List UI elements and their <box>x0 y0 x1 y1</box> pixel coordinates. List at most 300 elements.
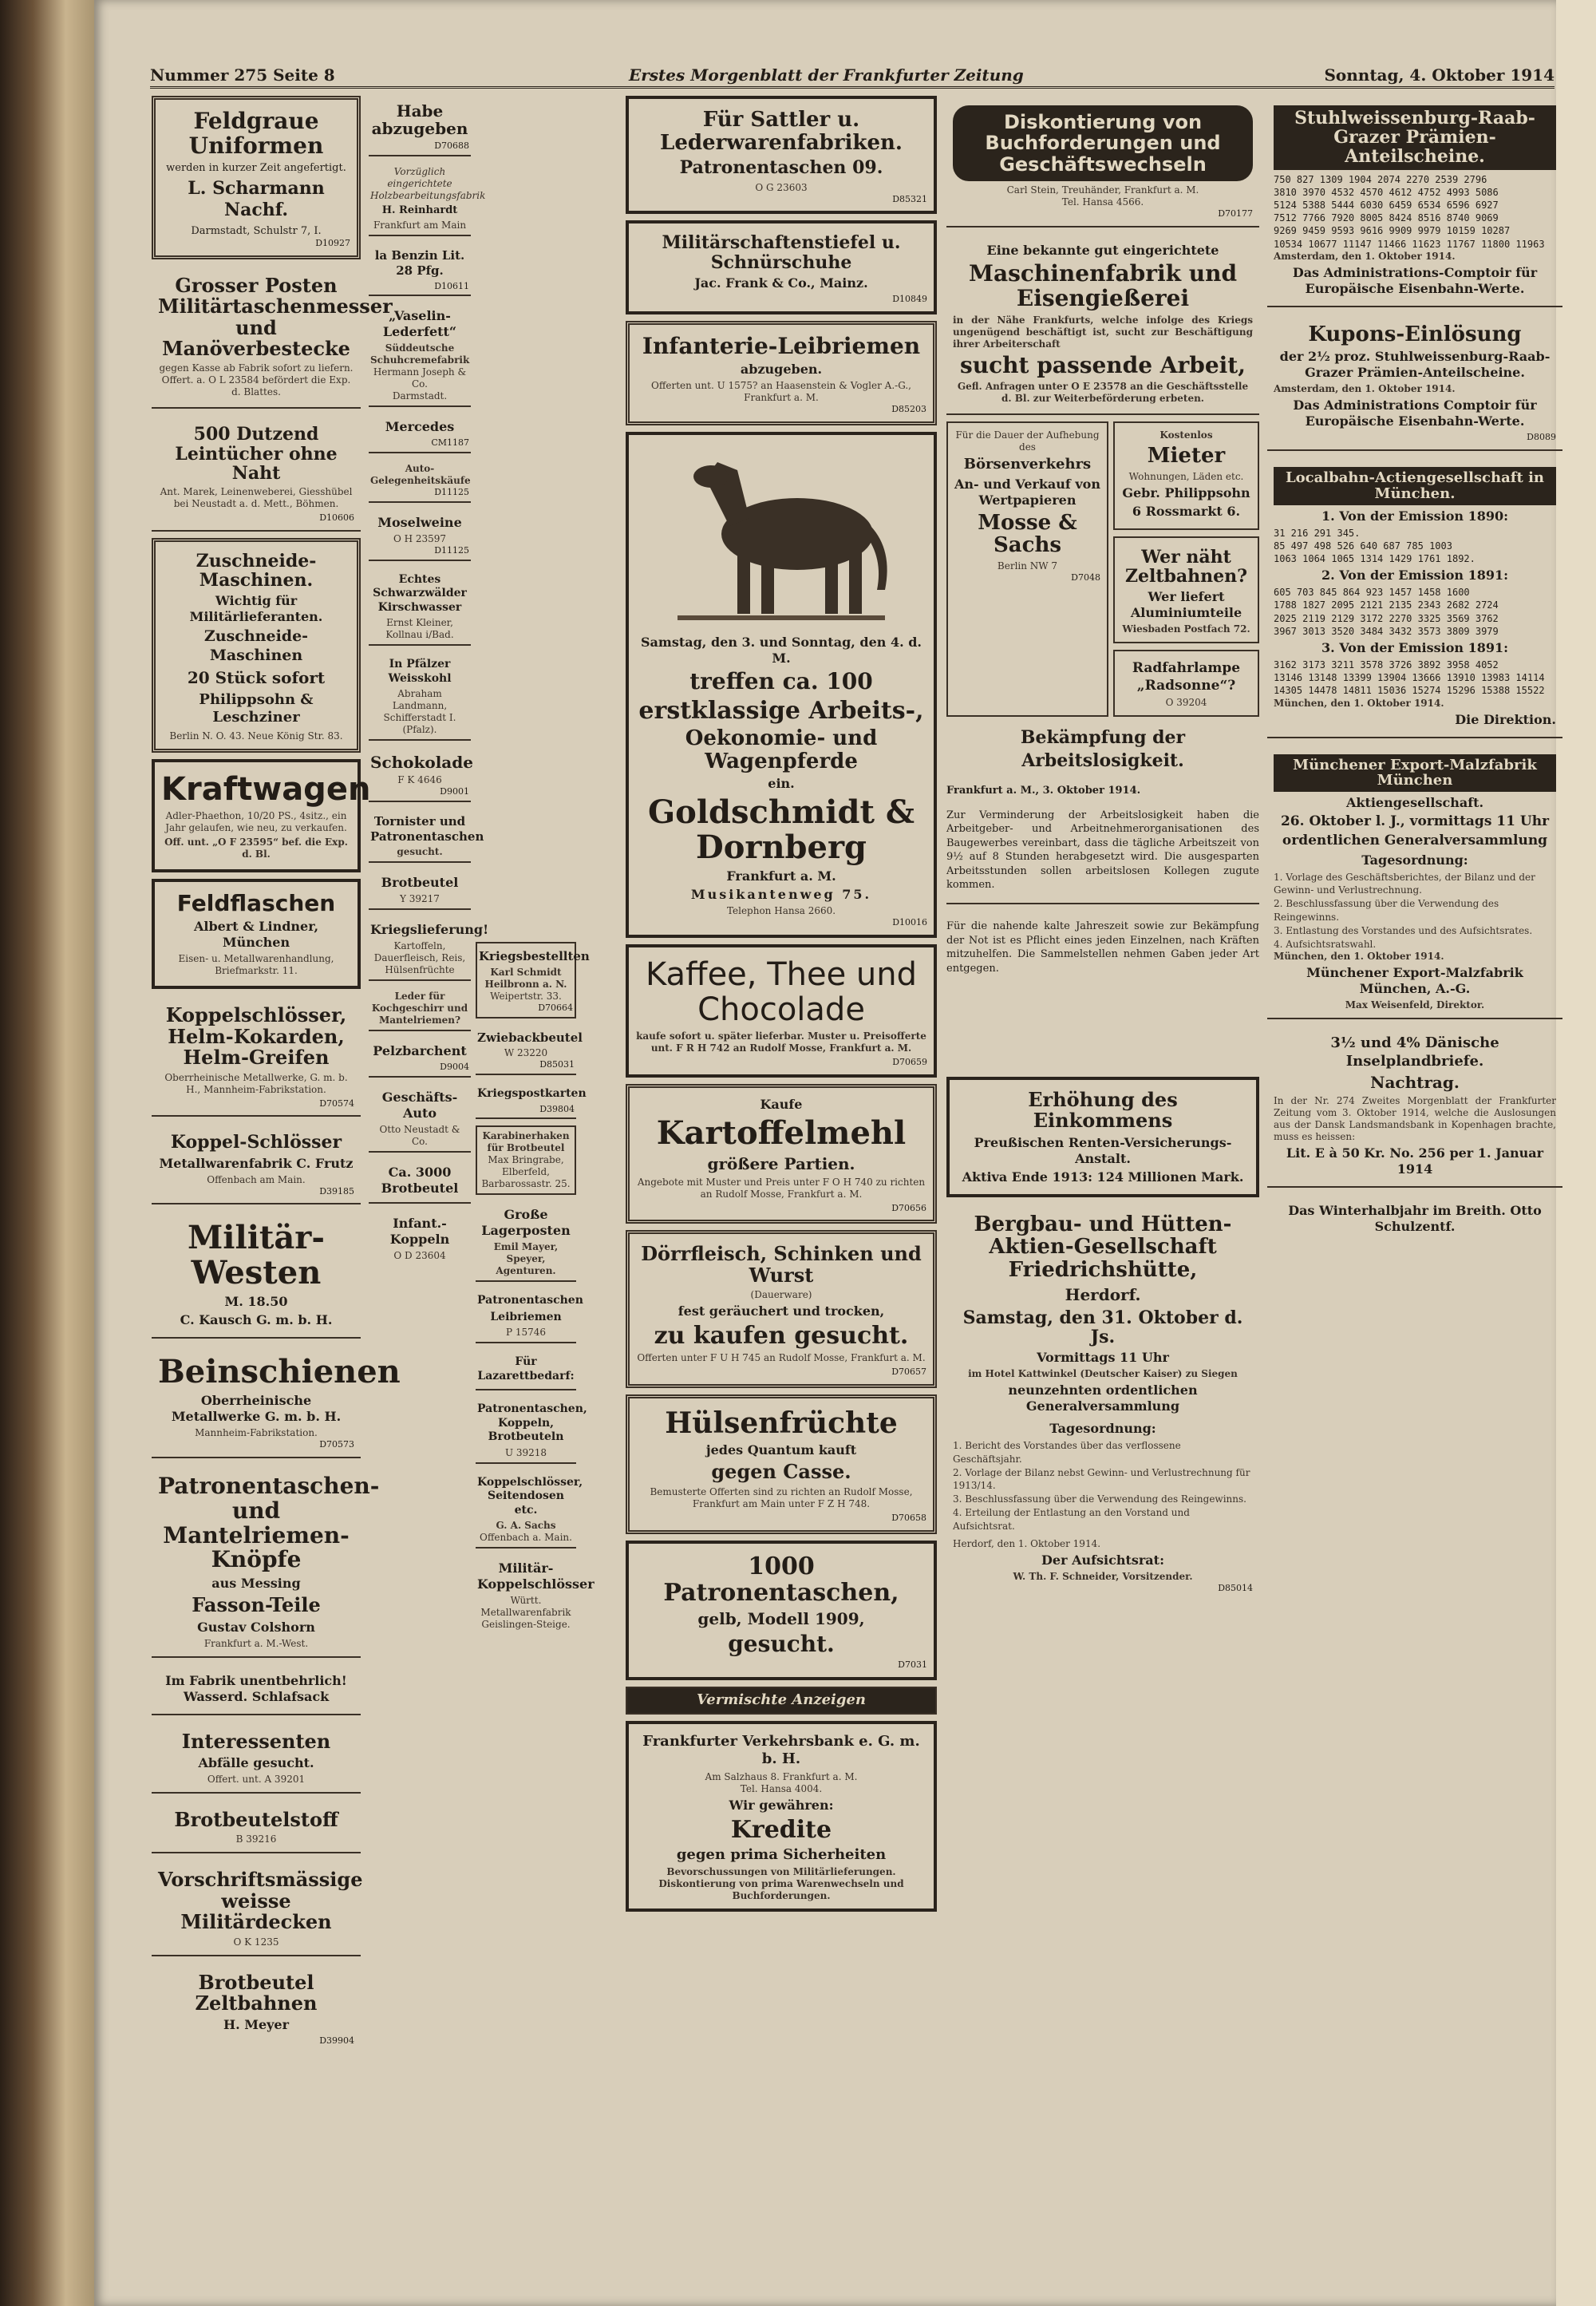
ad-title: Koppelschlösser, Helm-Kokarden, Helm-Greifen <box>165 1003 347 1070</box>
ad-infanterie-koppeln <box>369 1210 471 1265</box>
ad-title: Das Winterhalbjahr im Breith. Otto Schulzentf. <box>1288 1203 1542 1235</box>
ad-offer: F K 4646 <box>397 774 442 785</box>
ad-title: Feldflaschen <box>176 889 336 916</box>
ad-ref: D70573 <box>319 1439 354 1450</box>
column-4 <box>946 96 1259 1606</box>
article-body: Für die nahende kalte Jahreszeit sowie zur Bekämpfung der Not ist es Pflicht eines jeden Einzelnen, nach Kräften mitzuhelfen. Die Sammelstellen nehmen Gaben jeder Art entgegen. <box>946 920 1259 975</box>
ad-place: München, den 1. Oktober 1914. <box>1274 951 1444 963</box>
ad-wertpapiere <box>946 421 1108 716</box>
ad-holz <box>369 163 486 236</box>
ad-offer: O G 23603 <box>755 181 808 193</box>
ad-sub: Abfälle gesucht. <box>198 1754 314 1770</box>
ad-firm: Ernst Kleiner, Kollnau i/Bad. <box>385 617 454 640</box>
ad-firm: Max Bringrabe, Elberfeld, <box>488 1154 564 1178</box>
ad-line3: Oekonomie- und Wagenpferde <box>685 726 878 773</box>
ad-weisskohl <box>369 652 471 741</box>
ad-firm: C. Kausch G. m. b. H. <box>180 1312 333 1328</box>
ad-title: Militär-Westen <box>188 1219 325 1292</box>
ad-firm: Mosse & Sachs <box>978 510 1077 558</box>
ad-title: Bergbau- und Hütten-Aktien-Gesellschaft Friedrichshütte, <box>974 1212 1232 1282</box>
ad-brotbeutel3000 <box>369 1159 471 1204</box>
column-5 <box>1267 96 1562 1250</box>
ad-ref: D9001 <box>440 786 469 797</box>
ad-date: Samstag, den 31. Oktober d. Js. <box>962 1307 1243 1347</box>
ad-infanterie-leibriemen <box>626 321 937 426</box>
ad-ref: D39185 <box>319 1185 354 1197</box>
ad-title: Kriegspostkarten <box>477 1087 587 1100</box>
header-left: Nummer 275 Seite 8 <box>150 65 335 85</box>
ad-firm: Abraham Landmann, Schifferstadt I. (Pfalz). <box>383 688 456 735</box>
ad-koppelschloesser <box>476 1470 583 1549</box>
ad-date: Samstag, den 3. und Sonntag, den 4. d. M. <box>641 635 922 666</box>
ad-leder <box>369 987 471 1031</box>
ad-title: Schokolade <box>370 753 473 772</box>
ad-zwieback <box>476 1025 583 1076</box>
ad-kirsch <box>369 568 471 647</box>
page-header <box>150 65 1555 89</box>
ad-benzin <box>369 243 471 296</box>
ad-part: Fasson-Teile <box>192 1593 321 1617</box>
ad-firm: Emil Mayer, Speyer, Agenturen. <box>493 1241 559 1277</box>
ad-firm: H. Reinhardt <box>381 204 458 216</box>
ad-address: Mannheim-Fabrikstation. <box>195 1427 318 1439</box>
ad-zeltbahnen-wer <box>1113 536 1259 643</box>
ad-mercedes <box>369 413 471 453</box>
ad-koppel2 <box>152 1123 361 1204</box>
ad-pre: Für die Dauer der Aufhebung des <box>955 429 1100 453</box>
ad-firm: Württ. Metallwarenfabrik Geislingen-Steige. <box>480 1595 571 1631</box>
number-table: 605 703 845 864 923 1457 1458 1600 1788 1827 2095 2121 2135 2343 2682 2724 2025 2119 2129 3172 2270 3325 3569 3762 3967 3013 3520 3484 3432 3573 3809 3979 <box>1274 587 1499 637</box>
ad-offer: Gefl. Anfragen unter O E 23578 an die Geschäftsstelle d. Bl. zur Weiterbeförderung erbeten. <box>957 381 1249 405</box>
ad-title: Leder für Kochgeschirr und Mantelriemen? <box>371 991 468 1026</box>
ad-kraftwagen <box>152 759 371 872</box>
ad-militaer-koppel <box>476 1555 595 1634</box>
ad-firm: Karl Schmidt Heilbronn a. N. <box>484 966 567 990</box>
ad-address: Frankfurt a. M.-West. <box>203 1637 309 1649</box>
ad-tornister <box>369 809 484 864</box>
article-title: Bekämpfung der Arbeitslosigkeit. <box>1020 726 1186 772</box>
ad-offer: O 39204 <box>1165 696 1207 708</box>
ad-sub: Hermann Joseph & Co. <box>373 366 467 390</box>
ad-sign: Das Administrations Comptoir für Europäische Eisenbahn-Werte. <box>1293 398 1537 429</box>
ad-sub: gegen prima Sicherheiten <box>676 1845 887 1863</box>
ad-title: Frankfurter Verkehrsbank e. G. m. b. H. <box>642 1732 920 1768</box>
ad-patronentaschen-leib <box>476 1288 583 1343</box>
ad-firm: Oberrheinische Metallwerke, G. m. b. H., Mannheim-Fabrikstation. <box>164 1071 348 1095</box>
ad-date: 26. Oktober l. J., vormittags 11 Uhr <box>1280 813 1550 830</box>
ad-pre: Kaufe <box>760 1096 803 1112</box>
ad-ref: D70657 <box>891 1367 926 1378</box>
ad-offer: U 39218 <box>504 1446 547 1458</box>
ad-place: Amsterdam, den 1. Oktober 1914. <box>1274 250 1456 262</box>
ad-ref: D10016 <box>892 917 927 928</box>
book-binding <box>0 0 94 2306</box>
number-table: 31 216 291 345. 85 497 498 526 640 687 785 1003 1063 1064 1065 1314 1429 1761 1892. <box>1274 527 1476 564</box>
ad-agenda-items: 1. Vorlage des Geschäftsberichtes, der Bilanz und der Gewinn- und Verlustrechnung. 2. Beschlussfassung über die Verwendung des Reingewinns. 3. Entlastung des Vorstandes und des Aufsichtsrates. 4. Aufsichtsratswahl. <box>1274 871 1535 950</box>
ad-title: Mercedes <box>385 419 455 435</box>
ad-uniforms <box>152 96 361 259</box>
ad-sub: werden in kurzer Zeit angefertigt. <box>166 161 346 174</box>
ad-assets: Aktiva Ende 1913: 124 Millionen Mark. <box>962 1169 1244 1185</box>
ad-agenda: Tagesordnung: <box>1049 1420 1156 1436</box>
ad-karabiner <box>476 1125 576 1195</box>
ad-title: Auto-Gelegenheitskäufe <box>370 463 471 486</box>
ad-title: Diskontierung von Buchforderungen und Geschäftswechseln <box>953 105 1253 181</box>
ad-line: Lit. E à 50 Kr. No. 256 per 1. Januar 1914 <box>1286 1145 1544 1177</box>
ad-firm: Albert & Lindner, München <box>193 919 319 951</box>
ad-schokolade <box>369 747 471 802</box>
ad-title: Hülsenfrüchte <box>665 1406 898 1440</box>
ad-ref: D10849 <box>892 293 927 304</box>
ad-firm: Carl Stein, Treuhänder, Frankfurt a. M. <box>1006 184 1199 196</box>
ad-title: Mieter <box>1147 444 1226 469</box>
ad-sign: Münchener Export-Malzfabrik München, A.-G. <box>1306 965 1523 997</box>
ad-ref: D10606 <box>319 512 354 523</box>
ad-kriegslieferung <box>369 916 489 981</box>
ad-telephone: Tel. Hansa 4004. <box>740 1782 823 1794</box>
ad-firm: L. Scharmann Nachf. <box>188 177 325 221</box>
ad-telephone: Telephon Hansa 2660. <box>726 905 836 917</box>
ad-title: Kartoffelmehl <box>656 1113 907 1152</box>
ad-title: Beinschienen <box>158 1353 401 1391</box>
ad-place-date: Herdorf, den 1. Oktober 1914. <box>953 1537 1101 1549</box>
ad-ref: CM1187 <box>431 437 469 449</box>
ad-address: Herdorf. <box>1065 1284 1141 1304</box>
ad-westen <box>152 1211 361 1339</box>
ad-title: Patronentaschen- und Mantelriemen-Knöpfe <box>158 1473 380 1573</box>
column-2b <box>476 942 595 1640</box>
ad-big: gesucht. <box>728 1630 835 1657</box>
ad-title: Localbahn-Actiengesellschaft in München. <box>1274 467 1556 505</box>
ad-offer: Offert. unt. A 39201 <box>207 1773 306 1785</box>
ad-title: Kraftwagen <box>161 770 371 808</box>
ad-address: Berlin NW 7 <box>997 560 1058 572</box>
ad-winterhalbjahr <box>1267 1194 1562 1244</box>
ad-offer: O K 1235 <box>233 1936 279 1948</box>
ad-firm: Otto Neustadt & Co. <box>379 1124 460 1147</box>
ad-ref: D70664 <box>538 1002 573 1013</box>
ad-address: Weipertstr. 33. <box>490 990 562 1002</box>
ad-telephone: Tel. Hansa 4566. <box>1061 196 1144 208</box>
column-2a <box>369 96 489 1272</box>
ad-place: im Hotel Kattwinkel (Deutscher Kaiser) zu Siegen <box>968 1367 1238 1379</box>
ad-title: Habe abzugeben <box>371 101 468 138</box>
ad-text: in der Nähe Frankfurts, welche infolge des Kriegs ungenügend beschäftigt ist, sucht zur Beschäftigung ihrer Arbeiterschaft <box>953 314 1253 350</box>
ad-sub: Aktiengesellschaft. <box>1345 795 1484 811</box>
ad-title: Dörrfleisch, Schinken und Wurst <box>641 1242 922 1287</box>
ad-ref: D7048 <box>1071 572 1100 583</box>
article-arbeitslosigkeit <box>946 726 1259 892</box>
ad-address: Offenbach am Main. <box>207 1173 306 1185</box>
ad-address: Offenbach a. Main. <box>480 1532 572 1544</box>
article-body: Zur Verminderung der Arbeitslosigkeit haben die Arbeitgeber- und Arbeitnehmerorganisationen des Baugewerbes vereinbart, dass die tägliche Arbeitszeit von 9½ auf 8 Stunden herabgesetzt wird. Die ausgesparten Arbeitsstunden sollen arbeitslosen Kollegen zugute kommen. <box>946 809 1259 892</box>
ad-sub: Preußischen Renten-Versicherungs-Anstalt. <box>974 1134 1232 1166</box>
ad-firm: Metallwarenfabrik C. Frutz <box>159 1155 354 1171</box>
ad-title: Erhöhung des Einkommens <box>1028 1087 1178 1133</box>
ad-sign: Das Administrations-Comptoir für Europäische Eisenbahn-Werte. <box>1292 264 1538 296</box>
column-3 <box>626 96 937 1918</box>
ad-geschaeftsauto <box>369 1084 471 1153</box>
ad-firm: Philippsohn & Leschziner <box>199 690 314 726</box>
ad-pferde <box>626 432 937 938</box>
ad-title: 500 Dutzend Leintücher ohne Naht <box>175 424 338 484</box>
ad-firm: Goldschmidt & Dornberg <box>648 793 915 867</box>
ad-street: Musikantenweg 75. <box>690 887 872 903</box>
ad-title: Wer näht Zeltbahnen? <box>1124 546 1248 587</box>
ad-text: Angebote mit Muster und Preis unter F O H 740 zu richten an Rudolf Mosse, Frankfurt a. M. <box>637 1176 926 1200</box>
ad-ref: D70659 <box>892 1056 927 1067</box>
ad-ref: D85203 <box>891 404 926 415</box>
ad-auto <box>369 460 471 503</box>
ad-offer: Offerten unt. U 1575? an Haasenstein & Vogler A.-G., Frankfurt a. M. <box>651 380 911 404</box>
ad-sign: W. Th. F. Schneider, Vorsitzender. <box>1013 1570 1193 1582</box>
ad-ref: D8089 <box>1527 432 1556 443</box>
ad-signer: Max Weisenfeld, Direktor. <box>1345 999 1485 1011</box>
ad-items: Kartoffeln, Dauerfleisch, Reis, Hülsenfrüchte <box>373 940 466 976</box>
stack-right <box>1113 421 1259 722</box>
ad-text: gegen Kasse ab Fabrik sofort zu liefern. Offert. a. O L 23584 befördert die Exp. d. Blattes. <box>159 362 354 398</box>
ad-feldflaschen <box>152 879 361 990</box>
ad-sub: gesucht. <box>397 846 443 858</box>
ad-address: Frankfurt a. M. <box>726 868 836 884</box>
ad-address: Frankfurt am Main <box>373 220 467 231</box>
ad-kriegspostkarten <box>476 1082 587 1119</box>
ad-zeltbahnen <box>152 1963 361 2054</box>
ad-daenische <box>1267 1026 1562 1188</box>
ad-ref: D85014 <box>1218 1582 1253 1593</box>
ad-sign: Die Direktion. <box>1455 711 1556 727</box>
ad-ref: D9004 <box>440 1062 469 1073</box>
ad-firm: Oberrheinische Metallwerke G. m. b. H. <box>171 1393 342 1425</box>
ad-offer: Off. unt. „O F 23595“ bef. die Exp. d. Bl. <box>164 836 348 860</box>
ad-doerrfleisch <box>626 1230 937 1388</box>
ad-address: Darmstadt. <box>392 390 448 402</box>
ad-kriegsbestellen <box>476 942 590 1019</box>
ad-title: Koppelschlösser, Seitendosen etc. <box>477 1475 583 1517</box>
ad-offer: Offerten unter F U H 745 an Rudolf Mosse, Frankfurt a. M. <box>637 1352 926 1364</box>
ad-title: Kriegsbestellten <box>479 949 590 963</box>
ad-diskont <box>946 96 1259 227</box>
ad-title: Pelzbarchent <box>373 1043 467 1059</box>
ad-sub: der 2½ proz. Stuhlweissenburg-Raab-Grazer Prämien-Anteilscheine. <box>1279 349 1551 381</box>
ad-title: Im Fabrik unentbehrlich! Wasserd. Schlafsack <box>165 1672 347 1704</box>
ad-sub: Leibriemen <box>490 1310 562 1323</box>
divider <box>946 903 1259 904</box>
ad-schlafsack <box>152 1664 361 1715</box>
article-notice <box>946 909 1259 1077</box>
ad-title: Geschäfts-Auto <box>381 1090 458 1121</box>
ad-line2: erstklassige Arbeits-, <box>638 696 924 725</box>
ad-ref: D39904 <box>319 2035 354 2047</box>
ad-patronentaschen-knoepfe <box>152 1465 380 1658</box>
ad-title: Kriegslieferung! <box>370 922 489 938</box>
ad-title: Für Sattler u. Lederwarenfabriken. <box>660 108 903 155</box>
ad-line: Wir gewähren: <box>729 1797 834 1813</box>
ad-offer: Y 39217 <box>400 893 440 905</box>
ad-emission-1: 1. Von der Emission 1890: <box>1321 508 1509 524</box>
ad-sub: Wer liefert Aluminiumteile <box>1130 589 1242 621</box>
ad-firm: G. A. Sachs <box>496 1520 556 1532</box>
ad-text: kaufe sofort u. später lieferbar. Muster u. Preisofferte unt. F R H 742 an Rudolf Mosse, Frankfurt a. M. <box>636 1030 926 1054</box>
ad-title: Moselweine <box>377 514 462 530</box>
ad-firm: H. Meyer <box>223 2017 290 2033</box>
ad-ref: D7031 <box>898 1659 927 1671</box>
ad-sub: (Dauerware) <box>750 1289 812 1301</box>
horse-illustration <box>662 446 901 630</box>
ad-title: Ca. 3000 Brotbeutel <box>381 1165 459 1196</box>
ad-text: Eisen- u. Metallwarenhandlung, Briefmarkstr. 11. <box>178 953 334 977</box>
ad-address: Darmstadt, Schulstr 7, I. <box>191 224 322 237</box>
ad-title: Für Lazarettbedarf: <box>477 1355 575 1382</box>
ad-habe <box>369 96 471 156</box>
ad-ref: D11125 <box>434 487 469 497</box>
ad-address: Barbarossastr. 25. <box>481 1178 571 1190</box>
ad-title: Infanterie-Leibriemen <box>642 332 921 359</box>
ad-offer: Bemusterte Offerten sind zu richten an Rudolf Mosse, Frankfurt am Main unter F Z H 748. <box>650 1485 913 1509</box>
ad-title: Echtes Schwarzwälder Kirschwasser <box>373 572 467 614</box>
ad-title: Interessenten <box>181 1729 331 1753</box>
section-vermischte-anzeigen <box>626 1687 937 1715</box>
ad-kartoffelmehl <box>626 1084 937 1224</box>
ad-patronentaschen-koppeln <box>476 1397 587 1464</box>
row-wertpapiere-mieter <box>946 421 1259 722</box>
column-1 <box>152 96 401 2059</box>
ad-title: Kaffee, Thee und Chocolade <box>645 955 918 1028</box>
ad-sub: Wohnungen, Läden etc. <box>1128 470 1244 482</box>
ad-pre: Eine bekannte gut eingerichtete <box>986 242 1219 258</box>
ad-gv: ordentlichen Generalversammlung <box>1282 833 1548 849</box>
ad-kupons <box>1267 314 1562 451</box>
ad-firm: Jac. Frank & Co., Mainz. <box>694 275 868 291</box>
ad-title: Brotbeutelstoff <box>174 1807 338 1831</box>
ad-emission-3: 3. Von der Emission 1891: <box>1321 639 1509 655</box>
ad-nachtrag: Nachtrag. <box>1370 1073 1460 1093</box>
ad-address: 6 Rossmarkt 6. <box>1132 503 1241 519</box>
header-right: Sonntag, 4. Oktober 1914 <box>1324 65 1555 85</box>
ad-title: Brotbeutel <box>381 875 459 891</box>
ad-disc: Diskontierung von prima Warenwechseln und Buchforderungen. <box>658 1878 904 1902</box>
ad-mieter <box>1113 421 1259 530</box>
ad-offer: O D 23604 <box>393 1250 446 1261</box>
ad-title: Tornister und Patronentaschen <box>370 813 484 844</box>
ad-title: Vorzüglich eingerichtete Holzbearbeitungsfabrik <box>370 165 486 201</box>
ad-offer: O H 23597 <box>393 532 447 544</box>
ad-address: Am Salzhaus 8. Frankfurt a. M. <box>705 1770 858 1782</box>
ad-ref: D85031 <box>539 1059 575 1070</box>
section-title: Vermischte Anzeigen <box>696 1691 867 1709</box>
number-table: 3162 3173 3211 3578 3726 3892 3958 4052 13146 13148 13399 13904 13666 13910 13983 14114 14305 14478 14811 15036 15274 15296 15388 15522 <box>1274 659 1545 697</box>
ad-vaselin <box>369 303 471 407</box>
header-center: Erstes Morgenblatt der Frankfurter Zeitung <box>629 65 1024 85</box>
ad-title: Feldgraue Uniformen <box>188 108 324 159</box>
ad-gv: neunzehnten ordentlichen Generalversammlung <box>1008 1382 1198 1414</box>
ad-title: Patronentaschen, Koppeln, Brotbeuteln <box>477 1402 587 1444</box>
ad-line1: treffen ca. 100 <box>689 668 873 695</box>
ad-title: Koppel-Schlösser <box>170 1132 342 1153</box>
ad-title: Karabinerhaken für Brotbeutel <box>482 1130 570 1154</box>
ad-title: Brotbeutel Zeltbahnen <box>195 1970 318 2015</box>
ad-text: fest geräuchert und trocken, <box>678 1303 885 1319</box>
ad-sub: gelb, Modell 1909, <box>697 1608 865 1628</box>
ad-title: Militär-Koppelschlösser <box>477 1560 595 1592</box>
ad-posten <box>152 266 393 409</box>
ad-count: 20 Stück sofort <box>187 667 326 687</box>
ad-sattler <box>626 96 937 214</box>
number-table: 750 827 1309 1904 2074 2270 2539 2796 3810 3970 4532 4570 4612 4752 4993 5086 5124 5388 5444 6030 6459 6534 6596 6927 7512 7766 7920 8005 8424 8516 8740 9069 9269 9459 9593 9616 9909 9979 10159 10287 10534 10677 11147 11466 11623 11767 11800 11963 <box>1274 173 1545 250</box>
ad-place: München, den 1. Oktober 1914. <box>1274 697 1444 709</box>
ad-malzfabrik <box>1267 745 1562 1020</box>
ad-text: jedes Quantum kauft <box>705 1442 857 1458</box>
ad-beinschienen <box>152 1345 401 1458</box>
ad-bergbau <box>946 1204 1259 1600</box>
ad-firm: Ant. Marek, Leinenweberei, Giesshübel bei Neustadt a. d. Mett., Böhmen. <box>160 485 353 509</box>
ad-radfahrlampe <box>1113 650 1259 717</box>
ad-emission-2: 2. Von der Emission 1891: <box>1321 568 1509 583</box>
article-date: Frankfurt a. M., 3. Oktober 1914. <box>946 785 1141 797</box>
ad-stuhlweissenburg <box>1267 96 1562 307</box>
ad-firm: Süddeutsche Schuhcremefabrik <box>370 342 470 366</box>
ad-text: In der Nr. 274 Zweites Morgenblatt der Frankfurter Zeitung vom 3. Oktober 1914, welche die Auslosungen aus der Dansk Landsmandsbank in Kopenhagen brachte, muss es heissen: <box>1274 1095 1556 1143</box>
ad-ref: D85321 <box>892 193 927 204</box>
ad-sub: An- und Verkauf von Wertpapieren <box>954 476 1100 508</box>
ad-title: Vorschriftsmässige weisse Militärdecken <box>158 1868 363 1934</box>
ad-ref: D70688 <box>434 140 469 151</box>
ad-big: gegen Casse. <box>711 1460 851 1484</box>
ad-address: Berlin N. O. 43. Neue König Str. 83. <box>169 730 343 742</box>
ad-offer: Wiesbaden Postfach 72. <box>1122 623 1250 635</box>
ad-leibrente <box>946 1077 1259 1197</box>
ad-price: M. 18.50 <box>224 1294 288 1310</box>
ad-big: zu kaufen gesucht. <box>654 1322 909 1351</box>
ad-koppel <box>152 995 361 1117</box>
ad-sub: Wichtig für Militärlieferanten. <box>189 593 323 625</box>
ad-title: Stuhlweissenburg-Raab-Grazer Prämien-Anteilscheine. <box>1274 105 1556 170</box>
ad-title: Grosser Posten Militärtaschenmesser und Manöverbestecke <box>158 273 393 361</box>
ad-patronentaschen-1000 <box>626 1541 937 1681</box>
ad-line: Zuschneide-Maschinen <box>203 627 309 664</box>
ad-ref: D70177 <box>1218 208 1253 220</box>
ad-board: Der Aufsichtsrat: <box>1041 1552 1164 1568</box>
ad-firm: Gebr. Philippsohn <box>1122 485 1250 500</box>
ad-title: Infant.-Koppeln <box>389 1216 450 1247</box>
ad-kaffee <box>626 944 937 1078</box>
ad-offer: B 39216 <box>235 1833 277 1845</box>
ad-title: Militärschaftenstiefel u. Schnürschuhe <box>662 232 901 273</box>
ad-sub: Patronentaschen 09. <box>679 157 883 179</box>
ad-title: Börsenverkehrs <box>963 456 1092 473</box>
ad-offer: P 15746 <box>505 1327 547 1339</box>
ad-title: In Pfälzer Weisskohl <box>388 658 452 685</box>
ad-text: Adler-Phaethon, 10/20 PS., 4sitz., ein Jahr gelaufen, wie neu, zu verkaufen. <box>165 809 347 833</box>
ad-zuschneide <box>152 538 361 753</box>
ad-big: Kredite <box>730 1815 832 1844</box>
ad-brotbeutelstoff <box>152 1800 361 1853</box>
ad-place: Amsterdam, den 1. Oktober 1914. <box>1274 383 1456 395</box>
ad-title: Zuschneide-Maschinen. <box>196 550 317 591</box>
ad-ref: D70658 <box>891 1512 926 1523</box>
ad-lazarett <box>476 1350 576 1390</box>
ad-firm: Gustav Colshorn <box>197 1619 315 1635</box>
ad-title: la Benzin Lit. 28 Pfg. <box>374 248 465 278</box>
ad-huelsenfruechte <box>626 1394 937 1534</box>
newspaper-page <box>94 0 1556 2306</box>
ad-maschinenfabrik <box>946 234 1259 415</box>
ad-ref: D70574 <box>319 1098 354 1109</box>
ad-pre: Kostenlos <box>1159 429 1213 441</box>
ad-title: Kupons-Einlösung <box>1308 322 1522 346</box>
ad-laken <box>152 415 361 531</box>
ad-title: 3½ und 4% Dänische Inselplandbriefe. <box>1330 1034 1499 1070</box>
